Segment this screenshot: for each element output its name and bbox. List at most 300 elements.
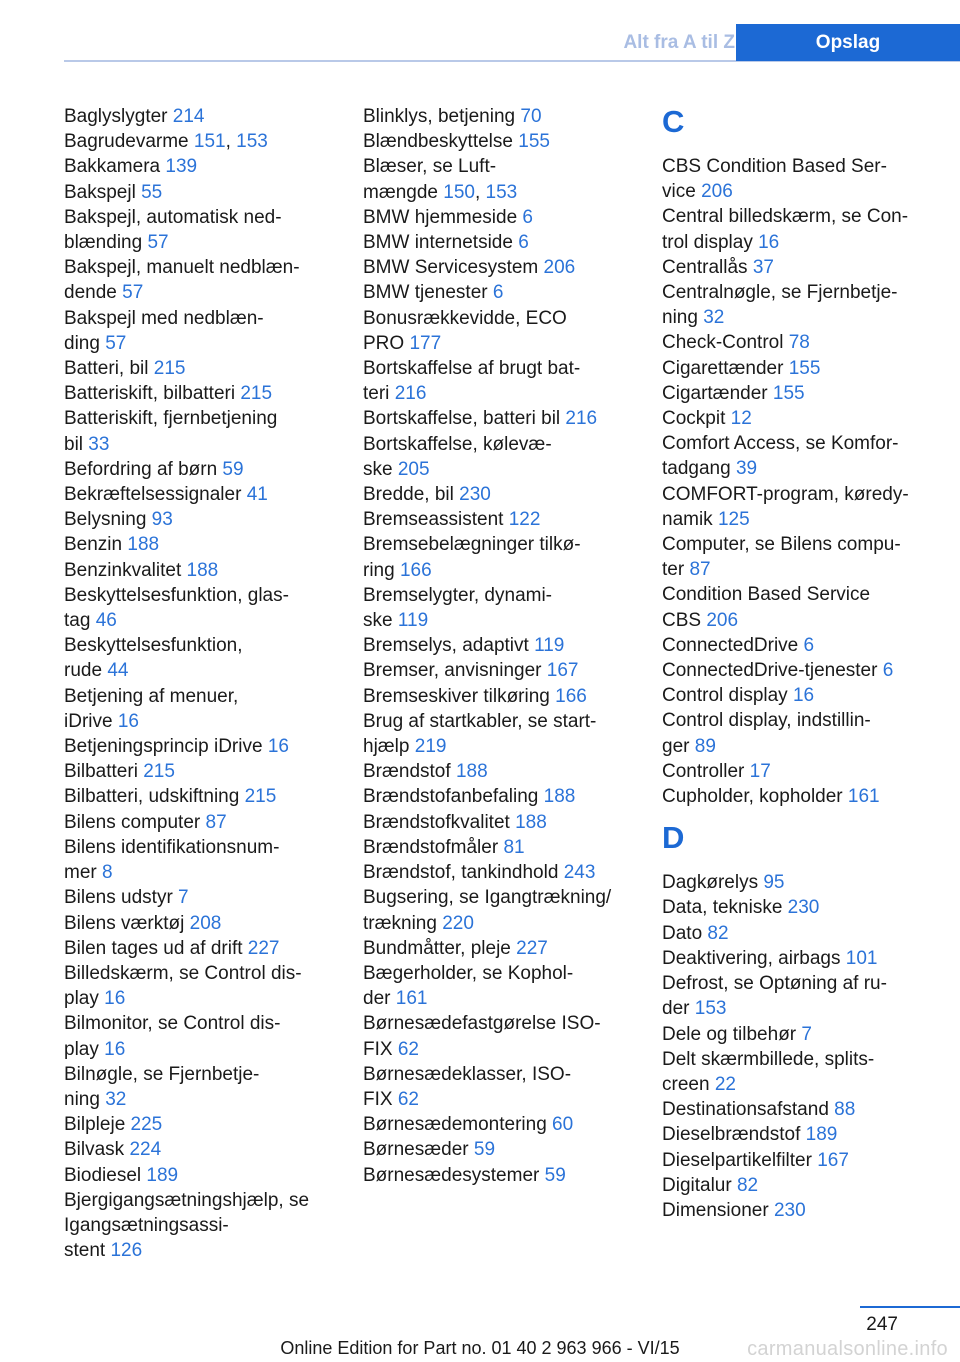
page-reference-link[interactable]: 167: [546, 660, 579, 682]
index-term: Bilens computer: [64, 811, 206, 833]
index-entry: [662, 255, 932, 280]
page-reference-link[interactable]: 188: [186, 559, 219, 581]
index-term: Børnesæder: [363, 1139, 474, 1161]
index-entry-line: [64, 532, 334, 557]
index-entry: [64, 835, 334, 885]
index-column-1: [64, 104, 334, 1263]
index-term: Control display, indstillin-: [662, 710, 871, 732]
page-reference-link[interactable]: 16: [104, 988, 126, 1010]
index-term: Bilmonitor, se Control dis-: [64, 1013, 281, 1035]
page-reference-link[interactable]: 155: [788, 357, 821, 379]
index-term: rude: [64, 660, 108, 682]
page-reference-link[interactable]: 82: [707, 922, 729, 944]
index-entry-line: [363, 885, 633, 910]
index-term: Billedskærm, se Control dis-: [64, 962, 302, 984]
index-entry-line: [64, 860, 334, 885]
index-entry: [363, 835, 633, 860]
index-entry-line: [662, 381, 932, 406]
page-reference-link[interactable]: 6: [882, 660, 894, 682]
index-entry: [662, 759, 932, 784]
index-entry: [662, 1198, 932, 1223]
index-entry-line: [662, 557, 932, 582]
index-entry: [363, 432, 633, 482]
index-entry-line: [363, 457, 633, 482]
index-entry-line: [662, 255, 932, 280]
index-entry-line: [64, 457, 334, 482]
page-reference-link[interactable]: 227: [516, 937, 548, 959]
index-entry-line: [662, 179, 932, 204]
index-entry-line: [64, 1062, 334, 1087]
page-reference-link[interactable]: 88: [834, 1099, 856, 1121]
index-entry: [64, 154, 334, 179]
page-reference-link[interactable]: 166: [555, 685, 587, 707]
index-entry-line: [363, 810, 633, 835]
index-term: Biodiesel: [64, 1164, 147, 1186]
index-entry: [64, 759, 334, 784]
index-term: Bilen tages ud af drift: [64, 937, 248, 959]
index-entry-line: [64, 608, 334, 633]
index-term: Bredde, bil: [363, 484, 460, 506]
index-entry: [662, 582, 932, 632]
page-reference-link[interactable]: 119: [397, 610, 429, 632]
index-entry-line: [64, 1087, 334, 1112]
page-number: 247: [866, 1314, 898, 1335]
index-entry: [363, 507, 633, 532]
index-term: Belysning: [64, 509, 152, 531]
index-entry: [64, 810, 334, 835]
index-term: Bortskaffelse, batteri bil: [363, 408, 566, 430]
page-reference-link[interactable]: 57: [105, 332, 127, 354]
page-reference-link[interactable]: 139: [165, 156, 198, 178]
index-term: BMW Servicesystem: [363, 257, 544, 279]
page-reference-link[interactable]: 189: [805, 1124, 838, 1146]
page-reference-link[interactable]: 215: [244, 786, 277, 808]
page-reference-link[interactable]: 206: [706, 609, 739, 631]
page-reference-link[interactable]: 32: [105, 1088, 127, 1110]
index-entry-line: [64, 381, 334, 406]
page-reference-link[interactable]: 206: [543, 257, 576, 279]
index-entry: [363, 709, 633, 759]
index-entry: [363, 1137, 633, 1162]
index-entry-line: [662, 1198, 932, 1223]
index-entry: [662, 154, 932, 204]
index-entry: [662, 971, 932, 1021]
index-entry: [64, 306, 334, 356]
index-entry-line: [363, 684, 633, 709]
index-entry-line: [363, 1037, 633, 1062]
page-reference-link[interactable]: 188: [127, 534, 160, 556]
index-entry-line: [363, 1137, 633, 1162]
index-term: play: [64, 1038, 105, 1060]
page-reference-link[interactable]: 155: [518, 131, 550, 153]
index-entry: [363, 860, 633, 885]
page-reference-link[interactable]: 12: [730, 408, 752, 430]
index-entry: [363, 406, 633, 431]
index-entry-line: [64, 558, 334, 583]
index-term: tadgang: [662, 458, 736, 480]
index-term: FIX: [363, 1088, 398, 1110]
page-reference-link[interactable]: 153: [236, 131, 268, 153]
index-entry: [662, 1122, 932, 1147]
index-entry-line: [662, 1022, 932, 1047]
index-entry-line: [363, 432, 633, 457]
page-reference-link[interactable]: 55: [141, 181, 163, 203]
page-reference-link[interactable]: 230: [787, 897, 820, 919]
index-term: Baglyslygter: [64, 106, 173, 127]
index-entry-line: [363, 1087, 633, 1112]
page-reference-link[interactable]: 219: [414, 736, 447, 758]
page-reference-link[interactable]: 78: [788, 332, 810, 354]
index-entry: [662, 1173, 932, 1198]
index-term: ning: [662, 307, 704, 329]
index-term: Børnesædefastgørelse ISO-: [363, 1013, 601, 1035]
index-entry-line: [662, 971, 932, 996]
page-reference-link[interactable]: 16: [758, 231, 780, 253]
index-term: Bremsebelægninger tilkø-: [363, 534, 581, 556]
index-entry-line: [363, 1011, 633, 1036]
index-entry: [363, 482, 633, 507]
page-reference-link[interactable]: 122: [508, 509, 541, 531]
index-entry-line: [662, 633, 932, 658]
index-term: BMW tjenester: [363, 282, 493, 304]
page-reference-link[interactable]: 16: [267, 736, 289, 758]
index-term: Bakkamera: [64, 156, 166, 178]
index-entry: [363, 684, 633, 709]
page-reference-link[interactable]: 151: [193, 131, 226, 153]
page-reference-link[interactable]: 161: [847, 786, 880, 808]
header-tab[interactable]: Opslag: [736, 24, 960, 61]
index-term: Batteriskift, fjernbetjening: [64, 408, 278, 430]
index-term: Blændbeskyttelse: [363, 131, 519, 153]
index-term: Bugsering, se Igangtrækning/: [363, 887, 612, 909]
page-reference-link[interactable]: 215: [143, 761, 175, 783]
index-term: Beskyttelsesfunktion,: [64, 635, 243, 657]
index-entry-line: [64, 331, 334, 356]
page-reference-link[interactable]: 150: [443, 181, 475, 203]
index-entry: [662, 895, 932, 920]
index-entry-line: [64, 230, 334, 255]
index-term: Bilens udstyr: [64, 887, 179, 909]
index-entry-line: [64, 104, 334, 129]
index-term: BMW internetside: [363, 232, 519, 254]
index-entry-line: [64, 684, 334, 709]
page-reference-link[interactable]: 161: [395, 988, 428, 1010]
index-entry: [662, 633, 932, 658]
page-reference-link[interactable]: 81: [503, 836, 525, 858]
footer-edition: Online Edition for Part no. 01 40 2 963 966 - VI/15: [280, 1338, 680, 1358]
index-entry-line: [64, 1163, 334, 1188]
index-entry: [363, 885, 633, 935]
index-term: Dato: [662, 922, 708, 944]
page-reference-link[interactable]: 189: [146, 1164, 179, 1186]
page-reference-link[interactable]: 57: [122, 282, 144, 304]
index-entry-line: [363, 936, 633, 961]
index-term: Cockpit: [662, 408, 731, 430]
index-term: Bremser, anvisninger: [363, 660, 547, 682]
index-entry-line: [64, 633, 334, 658]
page-reference-link[interactable]: 89: [694, 735, 716, 757]
index-entry-line: [64, 205, 334, 230]
page-reference-link[interactable]: 166: [399, 559, 432, 581]
page-reference-link[interactable]: 167: [817, 1149, 849, 1171]
page-reference-link[interactable]: 16: [117, 710, 139, 732]
index-entry: [64, 684, 334, 734]
index-entry-line: [662, 996, 932, 1021]
page-reference-link[interactable]: 216: [394, 383, 427, 405]
index-term: Centralnøgle, se Fjernbetje-: [662, 282, 898, 304]
index-term: Computer, se Bilens compu-: [662, 534, 901, 556]
index-term: Blinklys, betjening: [363, 106, 521, 127]
index-term: dende: [64, 282, 123, 304]
index-entry: [363, 230, 633, 255]
page-reference-link[interactable]: 33: [88, 433, 110, 455]
index-term: Cigartænder: [662, 382, 773, 404]
index-entry: [662, 784, 932, 809]
index-entry: [64, 734, 334, 759]
index-term: Centrallås: [662, 256, 753, 278]
page-reference-link[interactable]: 6: [803, 634, 815, 656]
index-entry-line: [64, 432, 334, 457]
index-entry-line: [363, 306, 633, 331]
page-reference-link[interactable]: 225: [130, 1114, 163, 1136]
page-reference-link[interactable]: 126: [110, 1240, 143, 1262]
index-term: Control display: [662, 685, 793, 707]
index-entry-line: [662, 1072, 932, 1097]
section-letter-heading: C: [662, 104, 685, 139]
index-entry-line: [64, 658, 334, 683]
page-reference-link[interactable]: 8: [102, 862, 113, 884]
page-reference-link[interactable]: 16: [792, 685, 815, 707]
page-reference-link[interactable]: 220: [442, 912, 474, 934]
index-entry: [363, 1011, 633, 1061]
page-reference-link[interactable]: 62: [397, 1038, 419, 1060]
page-reference-link[interactable]: 227: [247, 937, 280, 959]
index-term: Børnesædeklasser, ISO-: [363, 1063, 572, 1085]
index-entry-line: [64, 1213, 334, 1238]
index-term: trækning: [363, 912, 443, 934]
page-reference-link[interactable]: 205: [397, 458, 430, 480]
index-term: FIX: [363, 1038, 398, 1060]
index-entry: [64, 129, 334, 154]
index-entry-line: [662, 784, 932, 809]
page-reference-link[interactable]: 87: [205, 811, 227, 833]
index-entry-line: [363, 835, 633, 860]
page-reference-link[interactable]: 7: [801, 1023, 812, 1045]
index-entry-line: [363, 759, 633, 784]
index-entry-line: [662, 482, 932, 507]
page-reference-link[interactable]: 82: [736, 1174, 759, 1196]
page-reference-link[interactable]: 16: [104, 1038, 126, 1060]
index-entry-line: [64, 885, 334, 910]
index-entry-line: [64, 255, 334, 280]
page-reference-link[interactable]: 60: [552, 1114, 574, 1136]
index-entry-line: [363, 205, 633, 230]
index-term: tag: [64, 610, 96, 632]
page-reference-link[interactable]: 101: [845, 947, 878, 969]
page-reference-link[interactable]: 243: [563, 862, 596, 884]
index-term: Bilens værktøj: [64, 912, 190, 934]
index-entry-line: [363, 154, 633, 179]
index-entry: [662, 482, 932, 532]
page-reference-link[interactable]: 41: [246, 484, 268, 506]
index-entry: [363, 1112, 633, 1137]
page-reference-link[interactable]: 230: [459, 484, 491, 506]
page-reference-link[interactable]: 230: [773, 1199, 806, 1221]
index-entry: [64, 885, 334, 910]
index-term: mer: [64, 862, 102, 884]
index-entry: [64, 180, 334, 205]
index-entry-line: [64, 784, 334, 809]
page-reference-link[interactable]: 46: [95, 610, 117, 632]
index-entry: [64, 1112, 334, 1137]
index-entry-line: [64, 1037, 334, 1062]
page-reference-link[interactable]: 93: [151, 509, 173, 531]
index-entry: [363, 658, 633, 683]
index-term: Betjeningsprincip iDrive: [64, 736, 268, 758]
index-entry-line: [64, 759, 334, 784]
index-entry-line: [662, 759, 932, 784]
page-reference-link[interactable]: 6: [522, 206, 533, 228]
page-reference-link[interactable]: 37: [752, 256, 774, 278]
index-entry-line: [64, 180, 334, 205]
index-entry-line: [64, 835, 334, 860]
index-term: Bekræftelsessignaler: [64, 484, 247, 506]
index-entry-line: [662, 734, 932, 759]
index-entry: [662, 1047, 932, 1097]
index-entry-line: [662, 921, 932, 946]
index-entry-line: [363, 784, 633, 809]
page-reference-link[interactable]: 153: [694, 998, 727, 1020]
index-term: Bakspejl, automatisk ned-: [64, 206, 282, 228]
index-term: ring: [363, 559, 400, 581]
page-reference-link[interactable]: 206: [701, 181, 733, 203]
index-entry-line: [64, 1188, 334, 1213]
index-term: Cupholder, kopholder: [662, 786, 848, 808]
index-term: Batteriskift, bilbatteri: [64, 383, 241, 405]
page-reference-link[interactable]: 70: [520, 106, 542, 127]
index-entry-line: [363, 860, 633, 885]
index-term: Brændstofkvalitet: [363, 811, 516, 833]
page-reference-link[interactable]: 39: [735, 458, 758, 480]
index-entry-line: [64, 1137, 334, 1162]
index-term: vice: [662, 181, 702, 203]
index-entry-line: [363, 961, 633, 986]
page-reference-link[interactable]: 208: [189, 912, 222, 934]
page-reference-link[interactable]: 59: [222, 458, 244, 480]
index-entry-line: [662, 154, 932, 179]
index-entry-line: [64, 507, 334, 532]
page-reference-link[interactable]: 153: [485, 181, 518, 203]
index-entry-line: [363, 583, 633, 608]
index-entry-line: [662, 431, 932, 456]
index-entry-line: [662, 406, 932, 431]
index-term: namik: [662, 508, 718, 530]
index-term: der: [363, 988, 396, 1010]
index-term: bil: [64, 433, 89, 455]
page-reference-link[interactable]: 59: [544, 1164, 566, 1186]
index-entry: [363, 280, 633, 305]
index-entry-line: [64, 482, 334, 507]
index-term: ter: [662, 559, 690, 581]
page-reference-link[interactable]: 125: [717, 508, 750, 530]
index-term: Bortskaffelse af brugt bat-: [363, 358, 581, 380]
index-term: ning: [64, 1088, 106, 1110]
index-entry-line: [662, 608, 932, 633]
index-entry-line: [662, 204, 932, 229]
page-reference-link[interactable]: 6: [492, 282, 504, 304]
index-term: Betjening af menuer,: [64, 685, 239, 707]
index-entry-line: [363, 482, 633, 507]
index-entry: [363, 1163, 633, 1188]
index-entry-line: [662, 1047, 932, 1072]
page-reference-link[interactable]: 177: [409, 332, 442, 354]
index-entry-line: [363, 1112, 633, 1137]
page-reference-link[interactable]: 59: [473, 1139, 496, 1161]
page-reference-link[interactable]: 62: [397, 1088, 419, 1110]
page-reference-link[interactable]: 87: [689, 559, 711, 581]
index-term: Bakspejl med nedblæn-: [64, 307, 264, 329]
index-entry-line: [64, 986, 334, 1011]
page-reference-link[interactable]: 22: [714, 1073, 736, 1095]
page-reference-link[interactable]: 188: [543, 786, 576, 808]
index-entry-line: [363, 507, 633, 532]
index-entry-line: [363, 331, 633, 356]
index-entry-line: [363, 734, 633, 759]
index-term: iDrive: [64, 710, 118, 732]
page-reference-link[interactable]: 95: [763, 872, 785, 894]
page-reference-link[interactable]: 214: [172, 106, 205, 127]
page-reference-link[interactable]: 44: [107, 660, 129, 682]
index-term: Igangsætningsassi-: [64, 1214, 229, 1236]
index-entry-line: [64, 356, 334, 381]
page-reference-link[interactable]: 188: [515, 811, 547, 833]
index-entry-line: [363, 1062, 633, 1087]
index-term: Cigarettænder: [662, 357, 789, 379]
page-reference-link[interactable]: 215: [153, 358, 186, 380]
index-term: ConnectedDrive: [662, 634, 804, 656]
index-entry: [662, 946, 932, 971]
index-entry-line: [363, 1163, 633, 1188]
page-reference-link[interactable]: 216: [565, 408, 598, 430]
page-reference-link[interactable]: 215: [240, 383, 273, 405]
index-entry: [662, 708, 932, 758]
page-reference-link[interactable]: 6: [518, 232, 529, 254]
index-entry: [662, 356, 932, 381]
page-reference-link[interactable]: 57: [147, 232, 169, 254]
index-term: Beskyttelsesfunktion, glas-: [64, 584, 289, 606]
index-term: Befordring af børn: [64, 458, 223, 480]
page-reference-link[interactable]: 119: [534, 635, 565, 657]
index-entry-line: [363, 356, 633, 381]
page-reference-link[interactable]: 155: [772, 382, 805, 404]
page-reference-link[interactable]: 7: [178, 887, 189, 909]
index-term: Controller: [662, 760, 750, 782]
page-reference-link[interactable]: 224: [129, 1139, 162, 1161]
index-term: Condition Based Service: [662, 584, 871, 606]
page-reference-link[interactable]: 32: [703, 307, 725, 329]
index-term: Bilvask: [64, 1139, 130, 1161]
index-entry-line: [64, 306, 334, 331]
index-term: hjælp: [363, 736, 415, 758]
page-reference-link[interactable]: 188: [455, 761, 488, 783]
index-entry-line: [363, 280, 633, 305]
index-entry-line: [363, 381, 633, 406]
index-term: ske: [363, 610, 398, 632]
index-term: Defrost, se Optøning af ru-: [662, 973, 887, 995]
index-term: Børnesædemontering: [363, 1114, 553, 1136]
index-entry-line: [662, 1097, 932, 1122]
page-reference-link[interactable]: 17: [749, 760, 771, 782]
